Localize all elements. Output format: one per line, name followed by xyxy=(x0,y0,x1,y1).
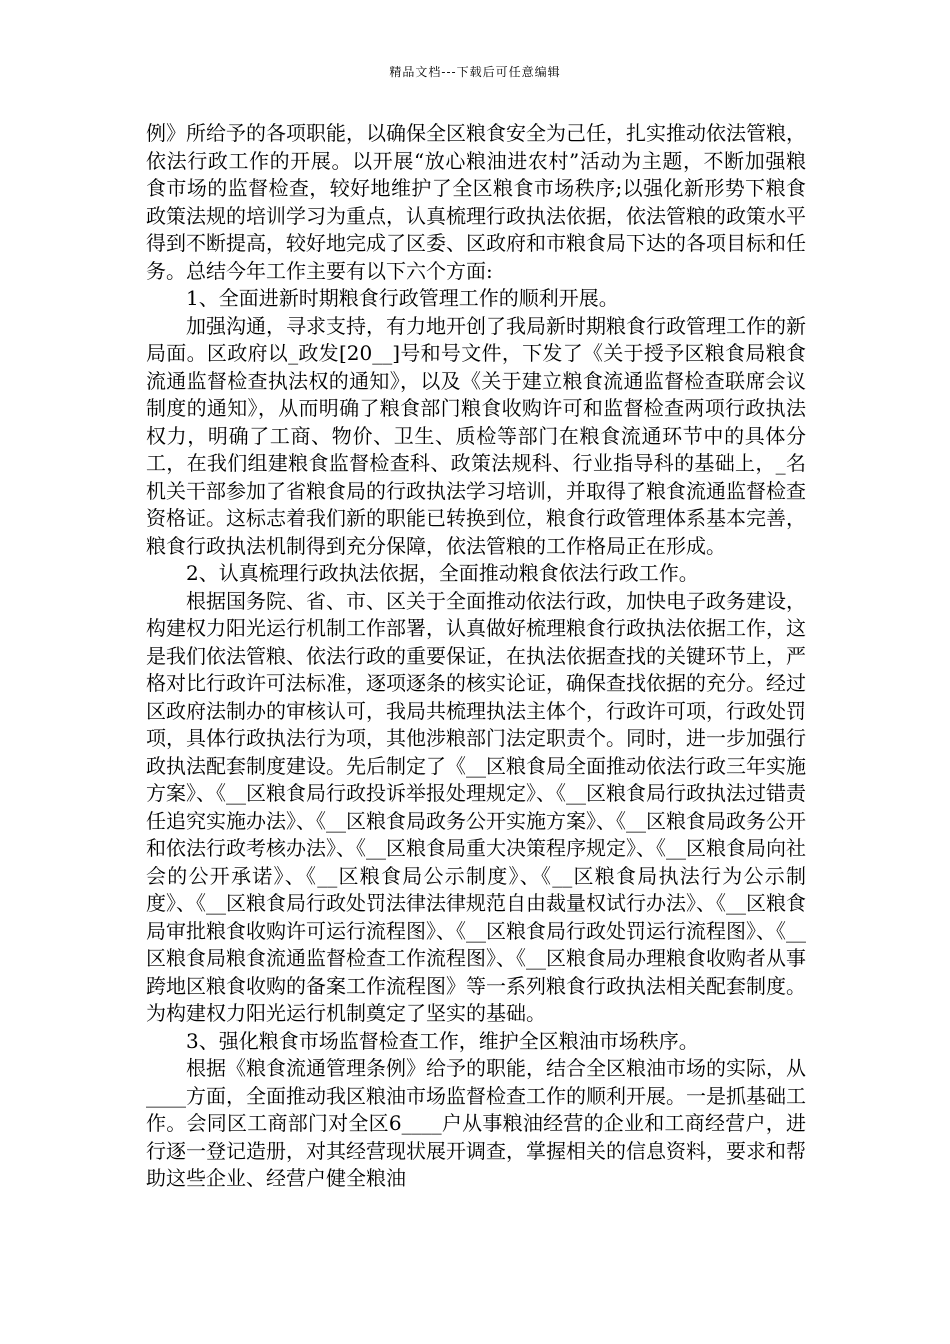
intro-paragraph: 例》所给予的各项职能，以确保全区粮食安全为己任，扎实推动依法管粮，依法行政工作的开展。以开展“放心粮油进农村”活动为主题，不断加强粮食市场的监督检查，较好地维护了全区粮食市场秩序;以强化新形势下粮食政策法规的培训学习为重点，认真梳理行政执法依据，依法管粮的政策水平得到不断提高，较好地完成了区委、区政府和市粮食局下达的各项目标和任务。总结今年工作主要有以下六个方面: xyxy=(146,121,806,283)
page-header: 精品文档---下载后可任意编辑 xyxy=(389,65,561,79)
section-paragraph-1: 加强沟通，寻求支持，有力地开创了我局新时期粮食行政管理工作的新局面。区政府以_政发[20__]号和号文件，下发了《关于授予区粮食局粮食流通监督检查执法权的通知》，以及《关于建立粮食流通监督检查联席会议制度的通知》，从而明确了粮食部门粮食收购许可和监督检查两项行政执法权力，明确了工商、物价、卫生、质检等部门在粮食流通环节中的具体分工，在我们组建粮食监督检查科、政策法规科、行业指导科的基础上，_名机关干部参加了省粮食局的行政执法学习培训，并取得了粮食流通监督检查资格证。这标志着我们新的职能已转换到位，粮食行政管理体系基本完善，粮食行政执法机制得到充分保障，依法管粮的工作格局正在形成。 xyxy=(146,313,806,558)
section-paragraph-2: 根据国务院、省、市、区关于全面推动依法行政，加快电子政务建设，构建权力阳光运行机制工作部署，认真做好梳理粮食行政执法依据工作，这是我们依法管粮、依法行政的重要保证，在执法依据查找的关键环节上，严格对比行政许可法标准，逐项逐条的核实论证，确保查找依据的充分。经过区政府法制办的审核认可，我局共梳理执法主体个，行政许可项，行政处罚项，具体行政执法行为项，其他涉粮部门法定职责个。同时，进一步加强行政执法配套制度建设。先后制定了《__区粮食局全面推动依法行政三年实施方案》、《__区粮食局行政投诉举报处理规定》、《__区粮食局行政执法过错责任追究实施办法》、《__区粮食局政务公开实施方案》、《__区粮食局政务公开和依法行政考核办法》、《__区粮食局重大决策程序规定》、《__区粮食局向社会的公开承诺》、《__区粮食局公示制度》、《__区粮食局执法行为公示制度》、《__区粮食局行政处罚法律法律规范自由裁量权试行办法》、《__区粮食局审批粮食收购许可运行流程图》、《__区粮食局行政处罚运行流程图》、《__区粮食局粮食流通监督检查工作流程图》、《__区粮食局办理粮食收购者从事跨地区粮食收购的备案工作流程图》等一系列粮食行政执法相关配套制度。为构建权力阳光运行机制奠定了坚实的基础。 xyxy=(146,588,806,1025)
document-body xyxy=(146,120,806,1193)
section-heading-2: 2、认真梳理行政执法依据，全面推动粮食依法行政工作。 xyxy=(186,561,699,585)
section-paragraph-3: 根据《粮食流通管理条例》给予的职能，结合全区粮油市场的实际，从____方面，全面推动我区粮油市场监督检查工作的顺利开展。一是抓基础工作。会同区工商部门对全区6____户从事粮油经营的企业和工商经营户，进行逐一登记造册，对其经营现状展开调查，掌握相关的信息资料，要求和帮助这些企业、经营户健全粮油 xyxy=(146,1056,806,1190)
section-heading-1: 1、全面进新时期粮食行政管理工作的顺利开展。 xyxy=(186,286,619,310)
section-heading-3: 3、强化粮食市场监督检查工作，维护全区粮油市场秩序。 xyxy=(186,1028,699,1053)
